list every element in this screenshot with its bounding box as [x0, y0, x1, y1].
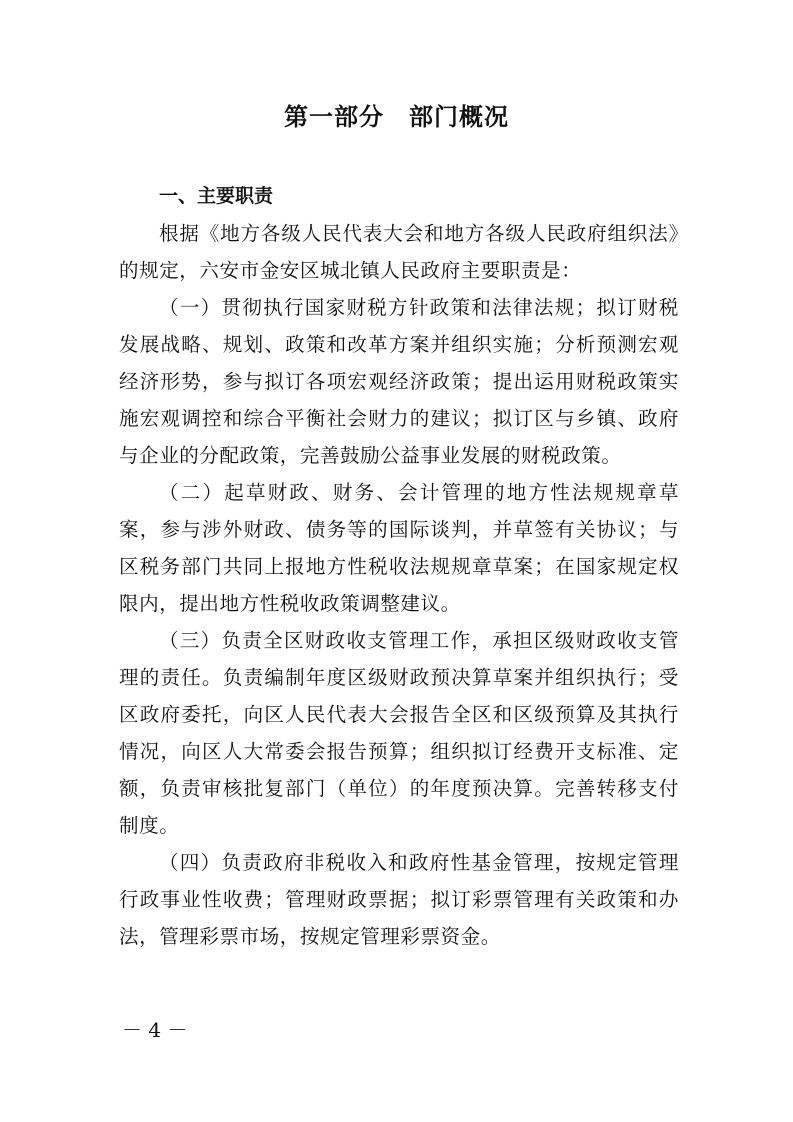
paragraph-duty-4: （四）负责政府非税收入和政府性基金管理，按规定管理行政事业性收费；管理财政票据；拟订彩票管理有关政策和办法，管理彩票市场，按规定管理彩票资金。	[119, 851, 679, 948]
paragraph-intro: 根据《地方各级人民代表大会和地方各级人民政府组织法》的规定，六安市金安区城北镇人民政府主要职责是：	[119, 222, 679, 282]
paragraph-duty-3: （三）负责全区财政收支管理工作，承担区级财政收支管理的责任。负责编制年度区级财政预决算草案并组织执行；受区政府委托，向区人民代表大会报告全区和区级预算及其执行情况，向区人大常委会报告预算；组织拟订经费开支标准、定额，负责审核批复部门（单位）的年度预决算。完善转移支付制度。	[119, 629, 679, 837]
paragraph-duty-1: （一）贯彻执行国家财税方针政策和法律法规；拟订财税发展战略、规划、政策和改革方案并组织实施；分析预测宏观经济形势，参与拟订各项宏观经济政策；提出运用财税政策实施宏观调控和综合平衡社会财力的建议；拟订区与乡镇、政府与企业的分配政策，完善鼓励公益事业发展的财税政策。	[119, 296, 679, 467]
document-body	[119, 178, 679, 955]
paragraph-duty-2: （二）起草财政、财务、会计管理的地方性法规规章草案，参与涉外财政、债务等的国际谈判，并草签有关协议；与区税务部门共同上报地方性税收法规规章草案；在国家规定权限内，提出地方性税收政策调整建议。	[119, 481, 679, 615]
page-title: 第一部分 部门概况	[284, 103, 509, 131]
section-heading: 一、主要职责	[159, 185, 274, 207]
page-number: － 4 －	[122, 1018, 188, 1042]
